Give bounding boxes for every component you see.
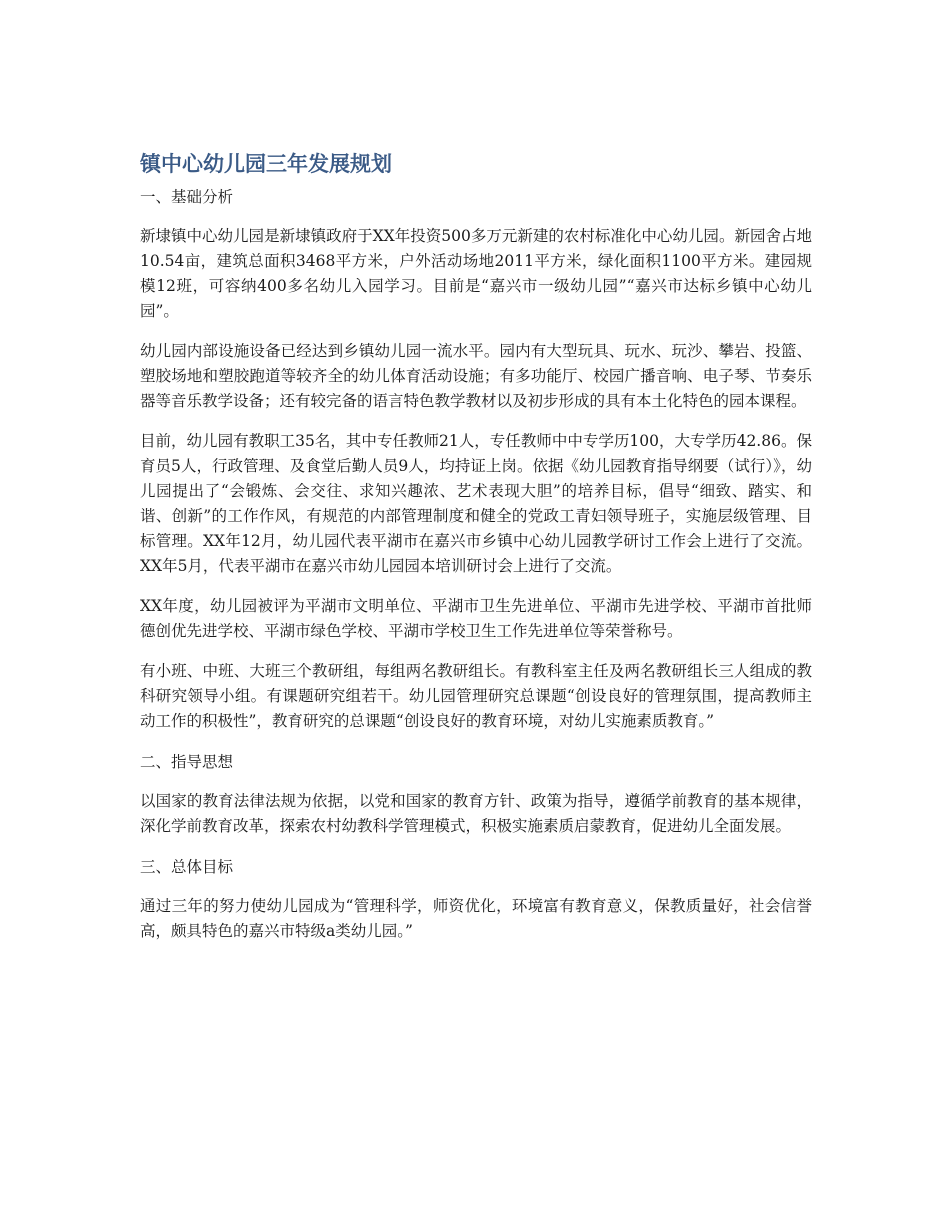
- paragraph: 通过三年的努力使幼儿园成为“管理科学，师资优化，环境富有教育意义，保教质量好，社会信誉高，颇具特色的嘉兴市特级a类幼儿园。”: [140, 897, 812, 940]
- document-page: [140, 148, 812, 959]
- paragraph: 以国家的教育法律法规为依据，以党和国家的教育方针、政策为指导，遵循学前教育的基本规律，深化学前教育改革，探索农村幼教科学管理模式，积极实施素质启蒙教育，促进幼儿全面发展。: [140, 792, 812, 835]
- section-heading-basic-analysis: 一、基础分析: [140, 188, 234, 206]
- paragraph: XX年度，幼儿园被评为平湖市文明单位、平湖市卫生先进单位、平湖市先进学校、平湖市首批师德创优先进学校、平湖市绿色学校、平湖市学校卫生工作先进单位等荣誉称号。: [140, 597, 812, 640]
- section-heading-guiding-thought: 二、指导思想: [140, 753, 234, 771]
- paragraph: 有小班、中班、大班三个教研组，每组两名教研组长。有教科室主任及两名教研组长三人组成的教科研究领导小组。有课题研究组若干。幼儿园管理研究总课题“创设良好的管理氛围，提高教师主动工作的积极性”，教育研究的总课题“创设良好的教育环境，对幼儿实施素质教育。”: [140, 662, 812, 730]
- paragraph: 幼儿园内部设施设备已经达到乡镇幼儿园一流水平。园内有大型玩具、玩水、玩沙、攀岩、投篮、塑胶场地和塑胶跑道等较齐全的幼儿体育活动设施；有多功能厅、校园广播音响、电子琴、节奏乐器等音乐教学设备；还有较完备的语言特色教学教材以及初步形成的具有本土化特色的园本课程。: [140, 342, 812, 410]
- document-title: 镇中心幼儿园三年发展规划: [140, 152, 392, 176]
- paragraph: 新埭镇中心幼儿园是新埭镇政府于XX年投资500多万元新建的农村标准化中心幼儿园。新园舍占地10.54亩，建筑总面积3468平方米，户外活动场地2011平方米，绿化面积1100平方米。建园规模12班，可容纳400多名幼儿入园学习。目前是“嘉兴市一级幼儿园”“嘉兴市达标乡镇中心幼儿园”。: [140, 227, 812, 320]
- section-heading-overall-goal: 三、总体目标: [140, 858, 234, 876]
- paragraph: 目前，幼儿园有教职工35名，其中专任教师21人，专任教师中中专学历100，大专学历42.86。保育员5人，行政管理、及食堂后勤人员9人，均持证上岗。依据《幼儿园教育指导纲要（试行）》，幼儿园提出了“会锻炼、会交往、求知兴趣浓、艺术表现大胆”的培养目标，倡导“细致、踏实、和谐、创新”的工作作风，有规范的内部管理制度和健全的党政工青妇领导班子，实施层级管理、目标管理。XX年12月，幼儿园代表平湖市在嘉兴市乡镇中心幼儿园教学研讨工作会上进行了交流。XX年5月，代表平湖市在嘉兴市幼儿园园本培训研讨会上进行了交流。: [140, 432, 812, 575]
